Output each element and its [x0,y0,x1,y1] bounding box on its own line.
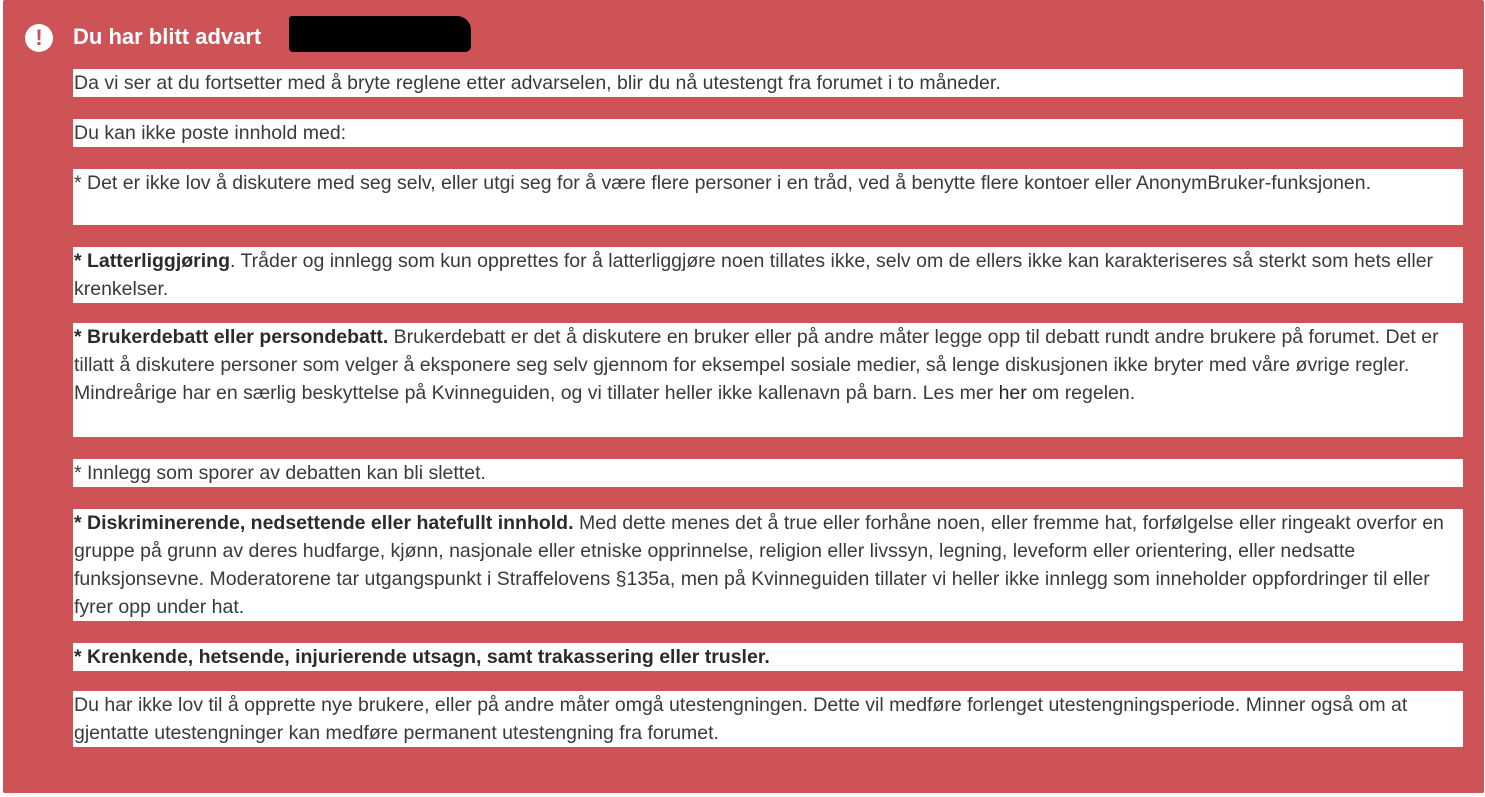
rule-multiple-accounts: * Det er ikke lov å diskutere med seg selv, eller utgi seg for å være flere personer i en tråd, ved å benytte flere kontoer eller AnonymBruker-funksjonen. [73,169,1463,225]
message-footer: Du har ikke lov til å opprette nye brukere, eller på andre måter omgå utestengningen. Dette vil medføre forlenget utestengningsperiode. Minner også om at gjentatte utestengninger kan medføre permanent utestengning fra forumet. [73,691,1463,747]
rule-discrimination-text: Med dette menes det å true eller forhåne noen, eller fremme hat, forfølgelse eller ringeakt overfor en gruppe på grunn av deres hudfarge, kjønn, nasjonale eller etniske opprinnelse, religion eller livssyn, legning, leveform eller orientering, eller nedsatte funksjonsevne. Moderatorene tar utgangspunkt i Straffelovens §135a, men på Kvinneguiden tillater vi heller ikke innlegg som inneholder oppfordringer til eller fyrer opp under hat. [74,512,1444,618]
message-cannot-post: Du kan ikke poste innhold med: [73,119,1463,147]
warning-title: Du har blitt advart [73,24,262,49]
rule-user-debate-heading: * Brukerdebatt eller persondebatt. [74,326,389,348]
redaction-block [289,16,471,52]
exclamation-icon: ! [25,24,53,52]
rule-discrimination-heading: * Diskriminerende, nedsettende eller hatefullt innhold. [74,512,574,534]
rule-harassment [73,643,1463,671]
rule-user-debate [73,323,1463,437]
message-intro: Da vi ser at du fortsetter med å bryte reglene etter advarselen, blir du nå utestengt fra forumet i to måneder. [73,69,1463,97]
rule-ridicule-heading: * Latterliggjøring [74,250,230,272]
rule-user-debate-tail: om regelen. [1026,382,1136,404]
rule-off-topic: * Innlegg som sporer av debatten kan bli slettet. [73,459,1463,487]
warning-header [3,14,1484,58]
read-more-link[interactable]: her [998,382,1027,404]
warning-box [3,0,1484,793]
rule-harassment-heading: * Krenkende, hetsende, injurierende utsagn, samt trakassering eller trusler. [74,646,770,668]
rule-ridicule-text: . Tråder og innlegg som kun opprettes for å latterliggjøre noen tillates ikke, selv om de ellers ikke kan karakteriseres så sterkt som hets eller krenkelser. [74,250,1434,300]
rule-ridicule [73,247,1463,303]
rule-discrimination [73,509,1463,621]
rule-user-debate-text: Brukerdebatt er det å diskutere en bruker eller på andre måter legge opp til debatt rundt andre brukere på forumet. Det er tillatt å diskutere personer som velger å eksponere seg selv gjennom for eksempel sosiale medier, så lenge diskusjonen ikke bryter med våre øvrige regler. Mindreårige har en særlig beskyttelse på Kvinneguiden, og vi tillater heller ikke kallenavn på barn. Les mer [74,326,1439,404]
